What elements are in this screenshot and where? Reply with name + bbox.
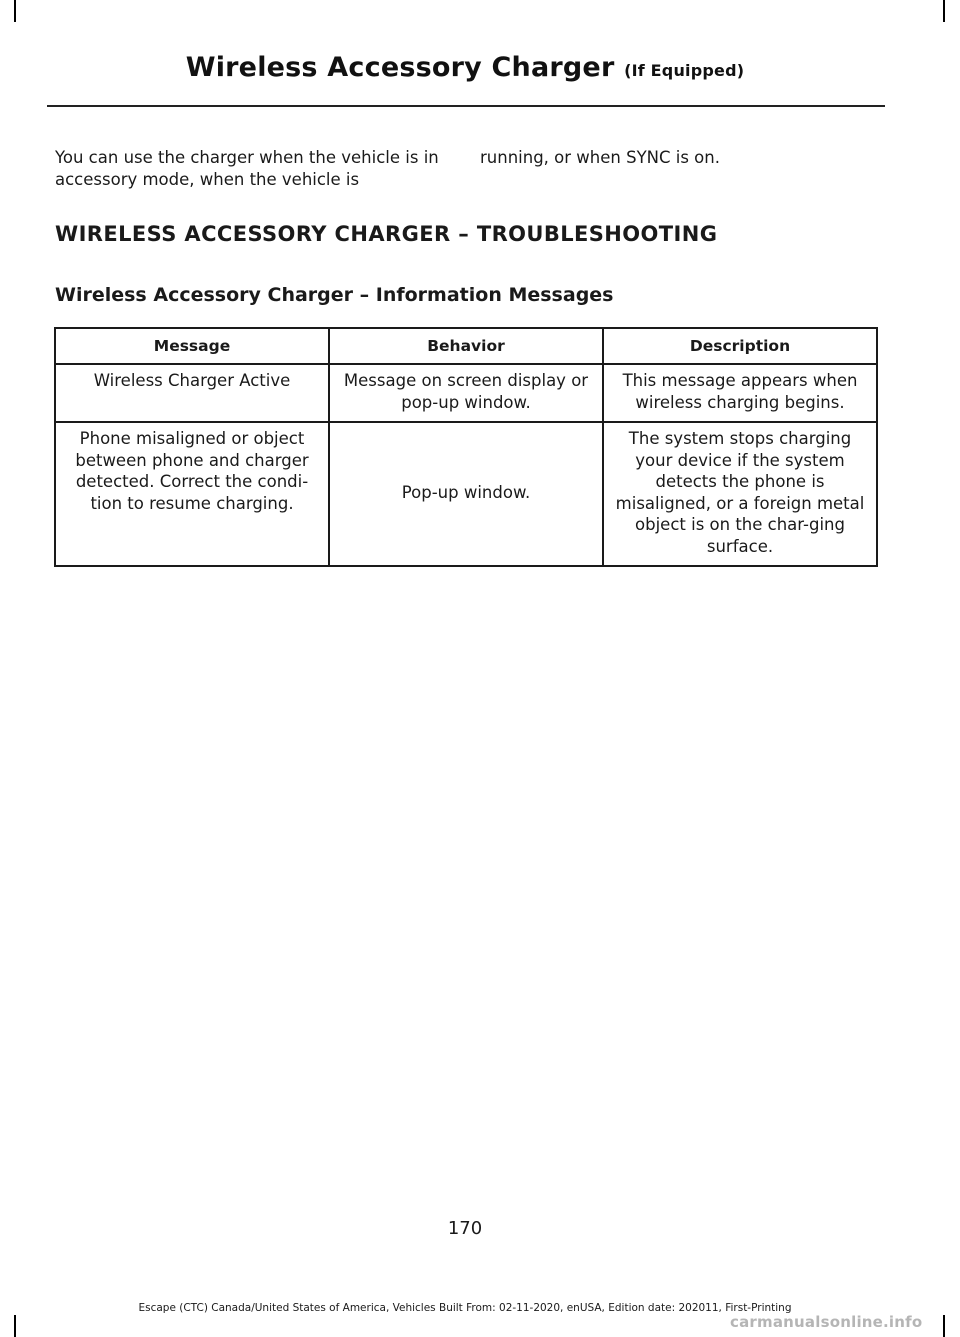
- crop-mark-top-right: [943, 0, 945, 22]
- cell-message: Wireless Charger Active: [55, 364, 329, 422]
- crop-mark-top-left: [14, 0, 16, 22]
- subsection-heading: Wireless Accessory Charger – Information Messages: [55, 284, 614, 306]
- column-header-message: Message: [55, 328, 329, 364]
- header-title-text: Wireless Accessory Charger: [185, 52, 615, 83]
- page-header-title: [0, 52, 930, 83]
- site-watermark: carmanualsonline.info: [730, 1313, 923, 1331]
- intro-column-right: running, or when SYNC is on.: [480, 148, 720, 167]
- column-header-behavior: Behavior: [329, 328, 603, 364]
- column-header-description: Description: [603, 328, 877, 364]
- table-row: [55, 422, 877, 566]
- cell-description: This message appears when wireless charging begins.: [603, 364, 877, 422]
- header-divider: [47, 105, 885, 107]
- information-messages-table: [54, 327, 878, 567]
- intro-column-left: You can use the charger when the vehicle is in accessory mode, when the vehicle is: [55, 148, 439, 189]
- cell-behavior: Message on screen display or pop-up window.: [329, 364, 603, 422]
- header-title-suffix: (If Equipped): [624, 61, 745, 80]
- page-number: 170: [447, 1218, 483, 1239]
- edition-footer: Escape (CTC) Canada/United States of America, Vehicles Built From: 02-11-2020, enUSA, Edition date: 202011, First-Printing: [138, 1302, 792, 1314]
- intro-paragraph: [55, 147, 880, 191]
- section-heading: WIRELESS ACCESSORY CHARGER – TROUBLESHOOTING: [55, 222, 718, 246]
- crop-mark-bottom-right: [943, 1315, 945, 1337]
- table-row: [55, 364, 877, 422]
- crop-mark-bottom-left: [14, 1315, 16, 1337]
- table-header-row: [55, 328, 877, 364]
- cell-description: The system stops charging your device if the system detects the phone is misaligned, or a foreign metal object is on the char-ging surface.: [603, 422, 877, 566]
- cell-behavior: Pop-up window.: [329, 422, 603, 566]
- cell-message: Phone misaligned or object between phone and charger detected. Correct the condi-tion to resume charging.: [55, 422, 329, 566]
